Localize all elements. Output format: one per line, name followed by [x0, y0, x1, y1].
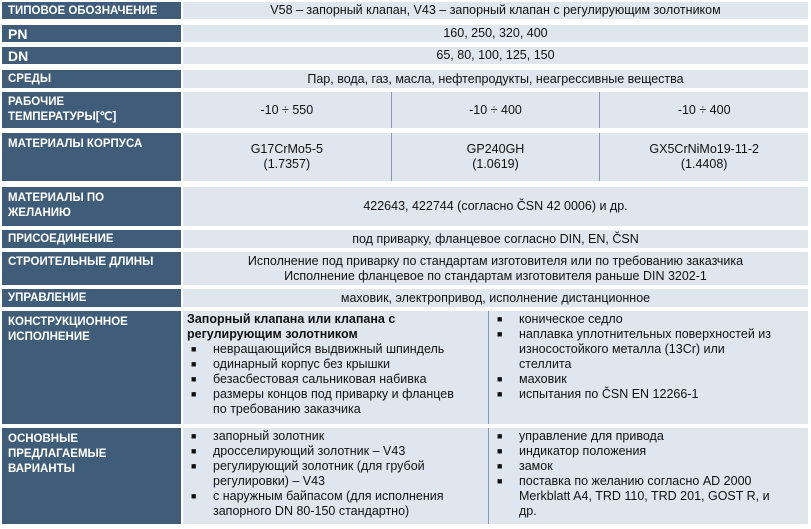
list-item: ■ регулирующий золотник (для грубой регулировки) – V43 — [187, 459, 484, 489]
list-item: ■ одинарный корпус без крышки — [187, 357, 484, 372]
list-item: ■ дросселирующий золотник – V43 — [187, 444, 484, 459]
row-temperatures — [2, 92, 808, 130]
dn-value — [183, 47, 808, 66]
lengths-label: СТРОИТЕЛЬНЫЕ ДЛИНЫ — [2, 252, 183, 287]
row-pn — [2, 25, 808, 44]
row-body-materials — [2, 133, 808, 183]
media-text: Пар, вода, газ, масла, нефтепродукты, неагрессивные вещества — [307, 71, 684, 86]
row-control — [2, 289, 808, 309]
list-item: ■ коническое седло — [493, 312, 804, 327]
optional-materials-value: 422643, 422744 (согласно ČSN 42 0006) и др. — [183, 187, 808, 228]
list-item: ■ испытания по ČSN EN 12266-1 — [493, 387, 804, 402]
list-item: ■ запорный золотник — [187, 429, 484, 444]
list-item: ■ поставка по желанию согласно AD 2000 Merkblatt A4, TRD 110, TRD 201, GOST R, и др. — [493, 474, 804, 519]
row-media — [2, 70, 808, 90]
temperature-cell: -10 ÷ 400 — [391, 92, 600, 128]
list-item: ■ безасбестовая сальниковая набивка — [187, 372, 484, 387]
list-item: ■ наплавка уплотнительных поверхностей из износостойкого металла (13Cr) или стеллита — [493, 327, 804, 372]
pn-text: 160, 250, 320, 400 — [443, 26, 548, 40]
list-item: ■ с наружным байпасом (для исполнения запорного DN 80-150 стандартно) — [187, 489, 484, 519]
list-item: ■ замок — [493, 459, 804, 474]
row-lengths — [2, 252, 808, 287]
body-materials-values — [183, 133, 808, 183]
row-connection — [2, 230, 808, 250]
variants-left-column — [183, 428, 488, 524]
design-right-column — [488, 311, 808, 424]
row-type-designation — [2, 2, 808, 21]
temperature-cell: -10 ÷ 400 — [599, 92, 808, 128]
row-dn — [2, 47, 808, 66]
list-item: ■ управление для привода — [493, 429, 804, 444]
control-label: УПРАВЛЕНИЕ — [2, 289, 183, 309]
media-label: СРЕДЫ — [2, 70, 183, 90]
pn-value — [183, 25, 808, 44]
design-label: КОНСТРУКЦИОННОЕ ИСПОЛНЕНИЕ — [2, 311, 183, 426]
pn-label: PN — [2, 25, 183, 44]
material-cell: G17CrMo5-5 (1.7357) — [250, 142, 323, 171]
dn-label: DN — [2, 47, 183, 66]
list-item: ■ индикатор положения — [493, 444, 804, 459]
variants-right-column — [488, 428, 808, 524]
design-left-column — [183, 311, 488, 424]
dn-text: 65, 80, 100, 125, 150 — [436, 48, 555, 62]
type-designation-label: ТИПОВОЕ ОБОЗНАЧЕНИЕ — [2, 2, 183, 21]
temperatures-label — [2, 92, 183, 130]
row-variants — [2, 428, 808, 526]
temperatures-values — [183, 92, 808, 130]
material-cell: GP240GH (1.0619) — [391, 133, 600, 181]
temperature-cell: -10 ÷ 550 — [260, 102, 314, 117]
temperatures-label-line1: РАБОЧИЕ — [8, 96, 65, 108]
temperatures-label-line2: ТЕМПЕРАТУРЫ[℃] — [8, 111, 117, 123]
body-materials-label: МАТЕРИАЛЫ КОРПУСА — [2, 133, 183, 183]
row-design — [2, 311, 808, 426]
type-designation-value — [183, 2, 808, 21]
variants-value — [183, 428, 808, 526]
type-designation-text: V58 – запорный клапан, V43 – запорный клапан с регулирующим золотником — [270, 3, 721, 17]
connection-label: ПРИСОЕДИНЕНИЕ — [2, 230, 183, 250]
optional-materials-label: МАТЕРИАЛЫ ПО ЖЕЛАНИЮ — [2, 187, 183, 228]
media-value — [183, 70, 808, 90]
list-item: ■ маховик — [493, 372, 804, 387]
row-optional-materials — [2, 187, 808, 228]
material-cell: GX5CrNiMo19-11-2 (1.4408) — [599, 133, 808, 181]
design-heading-line2: регулирующим золотником — [187, 327, 358, 341]
connection-value: под приварку, фланцевое согласно DIN, EN, ČSN — [183, 230, 808, 250]
variants-label: ОСНОВНЫЕ ПРЕДЛАГАЕМЫЕ ВАРИАНТЫ — [2, 428, 183, 526]
design-heading-line1: Запорный клапана или клапана с — [187, 312, 396, 326]
control-value: маховик, электропривод, исполнение дистанционное — [183, 289, 808, 309]
list-item: ■ размеры концов под приварку и фланцев по требованию заказчика — [187, 387, 484, 417]
list-item: ■ невращающийся выдвижный шпиндель — [187, 342, 484, 357]
lengths-value: Исполнение под приварку по стандартам изготовителя или по требованию заказчика Исполнение фланцевое по стандартам изготовителя раньше DIN 3202-1 — [183, 252, 808, 287]
design-value — [183, 311, 808, 426]
